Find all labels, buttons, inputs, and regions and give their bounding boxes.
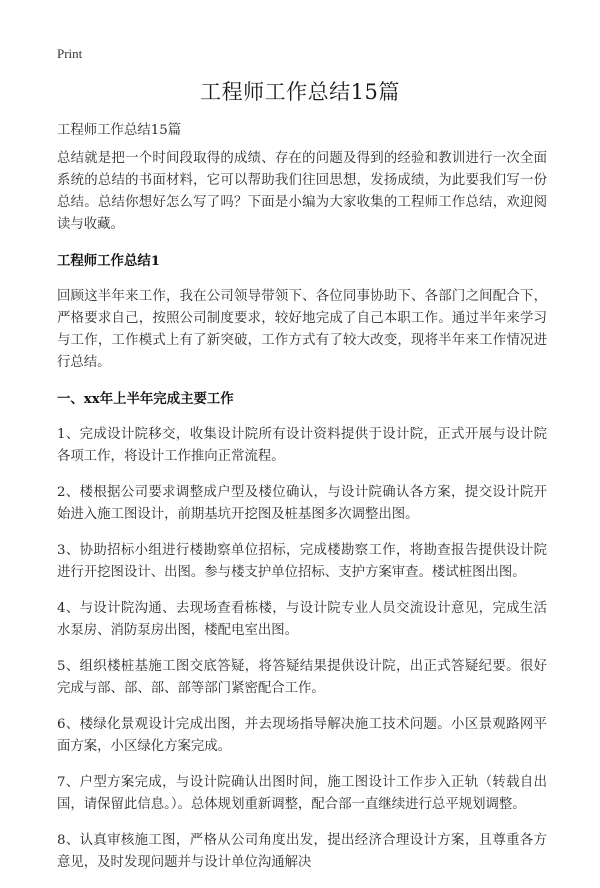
document-body xyxy=(57,120,547,888)
list-item: 1、完成设计院移交，收集设计院所有设计资料提供于设计院，正式开展与设计院各项工作，将设计工作推向正常流程。 xyxy=(57,427,547,464)
list-item: 4、与设计院沟通、去现场查看栋楼，与设计院专业人员交流设计意见，完成生活水泵房、消防泵房出图，楼配电室出图。 xyxy=(57,601,547,638)
list-item: 2、楼根据公司要求调整成户型及楼位确认，与设计院确认各方案，提交设计院开始进入施工图设计，前期基坑开挖图及桩基图多次调整出图。 xyxy=(57,485,547,522)
page-title: 工程师工作总结15篇 xyxy=(200,80,400,104)
intro-paragraph: 总结就是把一个时间段取得的成绩、存在的问题及得到的经验和教训进行一次全面系统的总结的书面材料，它可以帮助我们往回思想，发扬成绩，为此要我们写一份总结。总结你想好怎么写了吗？下面是小编为大家收集的工程师工作总结，欢迎阅读与收藏。 xyxy=(57,151,547,232)
list-item: 8、认真审核施工图，严格从公司角度出发，提出经济合理设计方案，且尊重各方意见，及时发现问题并与设计单位沟通解决 xyxy=(57,833,547,870)
print-link[interactable]: Print xyxy=(57,46,83,61)
section-heading: 工程师工作总结1 xyxy=(57,253,161,269)
list-item: 6、楼绿化景观设计完成出图，并去现场指导解决施工技术问题。小区景观路网平面方案，小区绿化方案完成。 xyxy=(57,717,547,754)
document-subtitle: 工程师工作总结15篇 xyxy=(57,123,182,138)
list-item: 3、协助招标小组进行楼勘察单位招标，完成楼勘察工作，将勘查报告提供设计院进行开挖图设计、出图。参与楼支护单位招标、支护方案审查。楼试桩图出图。 xyxy=(57,543,547,580)
section-intro-paragraph: 回顾这半年来工作，我在公司领导带领下、各位同事协助下、各部门之间配合下，严格要求自己，按照公司制度要求，较好地完成了自己本职工作。通过半年来学习与工作，工作模式上有了新突破，工作方式有了较大改变，现将半年来工作情况进行总结。 xyxy=(57,289,547,370)
subsection-heading: 一、xx年上半年完成主要工作 xyxy=(57,391,234,407)
list-item: 7、户型方案完成，与设计院确认出图时间，施工图设计工作步入正轨（转载自出国，请保留此信息。）。总体规划重新调整，配合部一直继续进行总平规划调整。 xyxy=(57,775,547,812)
list-item: 5、组织楼桩基施工图交底答疑，将答疑结果提供设计院，出正式答疑纪要。很好完成与部、部、部、部等部门紧密配合工作。 xyxy=(57,659,547,696)
